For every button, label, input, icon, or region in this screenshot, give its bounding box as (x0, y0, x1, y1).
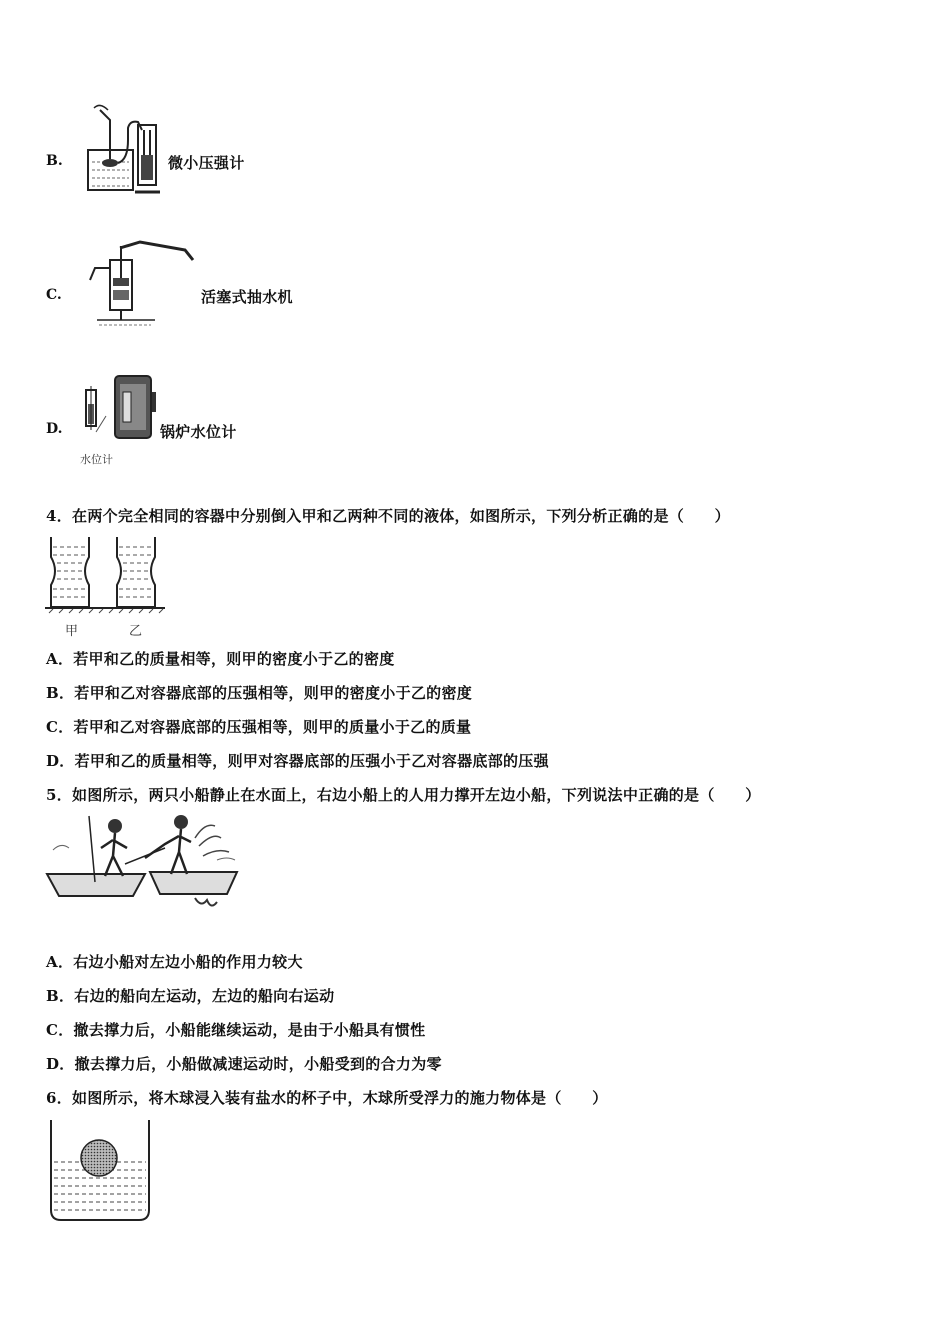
micro-pressure-gauge-figure (80, 100, 170, 195)
container-label-yi: 乙 (129, 624, 143, 639)
q5-option-c: C．撤去撑力后，小船能继续运动，是由于小船具有惯性 (46, 1021, 426, 1039)
question-4-stem: 4．在两个完全相同的容器中分别倒入甲和乙两种不同的液体，如图所示，下列分析正确的是（ ） (46, 507, 730, 525)
q4-option-b: B．若甲和乙对容器底部的压强相等，则甲的密度小于乙的密度 (46, 684, 473, 702)
option-b-letter: B. (46, 153, 63, 169)
q5-option-b: B．右边的船向左运动，左边的船向右运动 (46, 987, 335, 1005)
container-label-jia: 甲 (65, 624, 79, 639)
option-c-letter: C. (46, 287, 62, 303)
wood-ball-in-salt-water-figure (45, 1118, 155, 1228)
option-b-caption: 微小压强计 (168, 154, 245, 172)
q4-option-a: A．若甲和乙的质量相等，则甲的密度小于乙的密度 (46, 650, 395, 668)
q5-option-a: A．右边小船对左边小船的作用力较大 (46, 953, 303, 971)
option-c-caption: 活塞式抽水机 (201, 288, 293, 306)
piston-pump-figure (85, 238, 200, 330)
question-5-stem: 5．如图所示，两只小船静止在水面上，右边小船上的人用力撑开左边小船，下列说法中正确的是（ ） (46, 786, 761, 804)
water-gauge-label: 水位计 (80, 453, 113, 466)
boiler-water-gauge-figure (78, 372, 163, 452)
option-d-caption: 锅炉水位计 (160, 423, 237, 441)
question-6-stem: 6．如图所示，将木球浸入装有盐水的杯子中，木球所受浮力的施力物体是（ ） (46, 1089, 608, 1107)
q4-option-c: C．若甲和乙对容器底部的压强相等，则甲的质量小于乙的质量 (46, 718, 472, 736)
two-containers-figure (45, 533, 170, 613)
option-d-letter: D. (46, 421, 63, 437)
q4-option-d: D．若甲和乙的质量相等，则甲对容器底部的压强小于乙对容器底部的压强 (46, 752, 549, 770)
two-boats-figure (45, 812, 240, 917)
q5-option-d: D．撤去撑力后，小船做减速运动时，小船受到的合力为零 (46, 1055, 442, 1073)
